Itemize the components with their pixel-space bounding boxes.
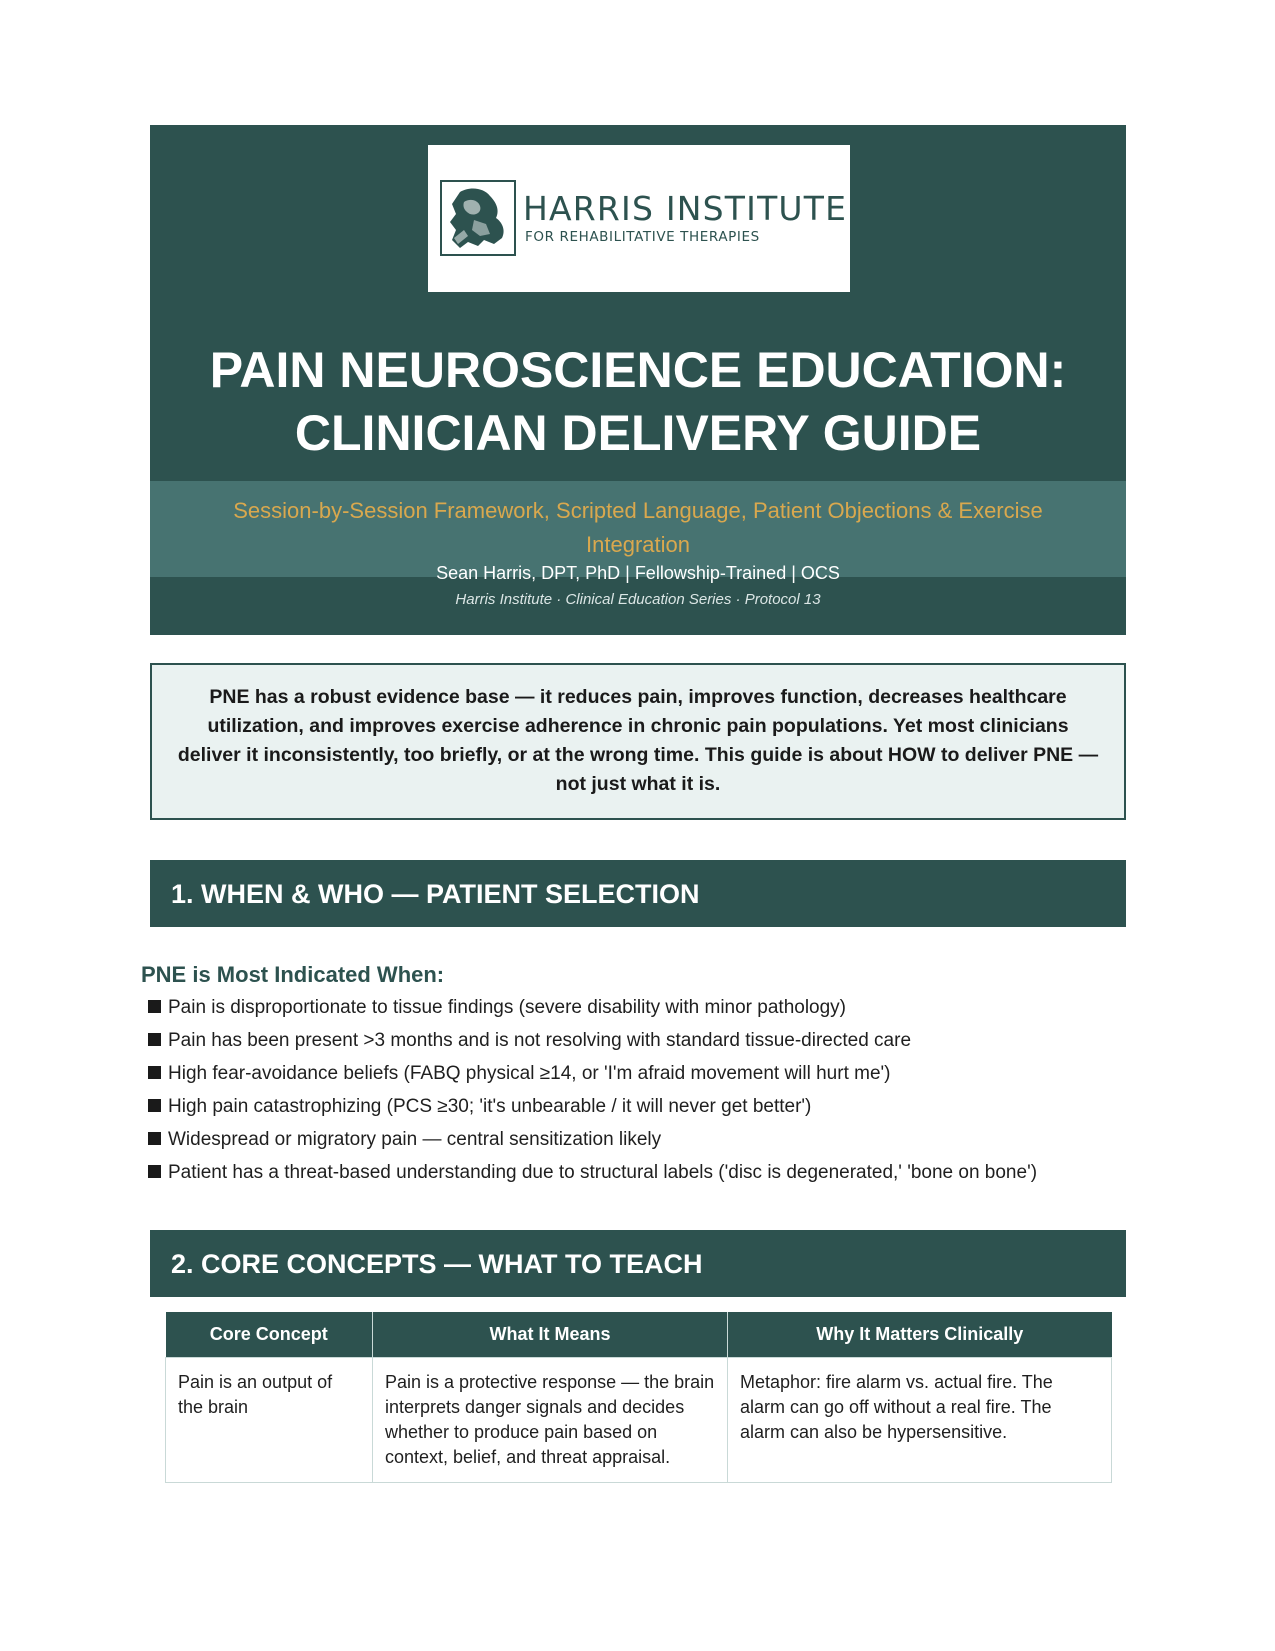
square-bullet-icon <box>148 1099 161 1112</box>
column-header: What It Means <box>373 1312 728 1358</box>
indications-heading: PNE is Most Indicated When: <box>141 962 445 987</box>
table-cell: Pain is an output of the brain <box>166 1358 373 1483</box>
list-item: Pain has been present >3 months and is not resolving with standard tissue-directed care <box>148 1029 1148 1062</box>
institute-emblem-icon <box>440 180 516 256</box>
table-cell: Metaphor: fire alarm vs. actual fire. The alarm can go off without a real fire. The alarm can also be hypersensitive. <box>728 1358 1112 1483</box>
subtitle: Session-by-Session Framework, Scripted Language, Patient Objections & Exercise Integration <box>233 498 1043 557</box>
core-concepts-table <box>165 1312 1112 1483</box>
square-bullet-icon <box>148 1066 161 1079</box>
column-header: Core Concept <box>166 1312 373 1358</box>
table-row <box>166 1358 1112 1483</box>
section-title-1: 1. WHEN & WHO — PATIENT SELECTION <box>171 879 700 909</box>
section-title-2: 2. CORE CONCEPTS — WHAT TO TEACH <box>171 1249 703 1279</box>
table-cell: Pain is a protective response — the brain interprets danger signals and decides whether to produce pain based on context, belief, and threat appraisal. <box>373 1358 728 1483</box>
intro-callout <box>150 663 1126 820</box>
list-item: Pain is disproportionate to tissue findings (severe disability with minor pathology) <box>148 996 1148 1029</box>
table-header-row <box>166 1312 1112 1358</box>
page-title <box>150 339 1126 465</box>
logo-name: HARRIS INSTITUTE <box>523 189 848 228</box>
list-item: Widespread or migratory pain — central sensitization likely <box>148 1128 1148 1161</box>
list-item: High pain catastrophizing (PCS ≥30; 'it's unbearable / it will never get better') <box>148 1095 1148 1128</box>
logo <box>428 145 850 292</box>
title-line-1: PAIN NEUROSCIENCE EDUCATION: <box>209 342 1067 398</box>
list-item: Patient has a threat-based understanding due to structural labels ('disc is degenerated,' 'bone on bone') <box>148 1161 1148 1194</box>
logo-tagline: FOR REHABILITATIVE THERAPIES <box>525 229 760 245</box>
list-item: High fear-avoidance beliefs (FABQ physical ≥14, or 'I'm afraid movement will hurt me') <box>148 1062 1148 1095</box>
callout-text: PNE has a robust evidence base — it reduces pain, improves function, decreases healthcare utilization, and improves exercise adherence in chronic pain populations. Yet most clinicians deliver it inconsistently, too briefly, or at the wrong time. This guide is about HOW to deliver PNE — not just what it is. <box>177 686 1099 795</box>
section-header-1 <box>150 860 1126 927</box>
column-header: Why It Matters Clinically <box>728 1312 1112 1358</box>
author-line: Sean Harris, DPT, PhD | Fellowship-Trained | OCS <box>436 563 840 583</box>
square-bullet-icon <box>148 1165 161 1178</box>
square-bullet-icon <box>148 1033 161 1046</box>
section-header-2 <box>150 1230 1126 1297</box>
square-bullet-icon <box>148 1132 161 1145</box>
title-banner <box>150 125 1126 635</box>
square-bullet-icon <box>148 1000 161 1013</box>
series-line: Harris Institute · Clinical Education Series · Protocol 13 <box>455 591 821 608</box>
indications-list <box>148 996 1148 1194</box>
title-line-2: CLINICIAN DELIVERY GUIDE <box>294 405 982 461</box>
